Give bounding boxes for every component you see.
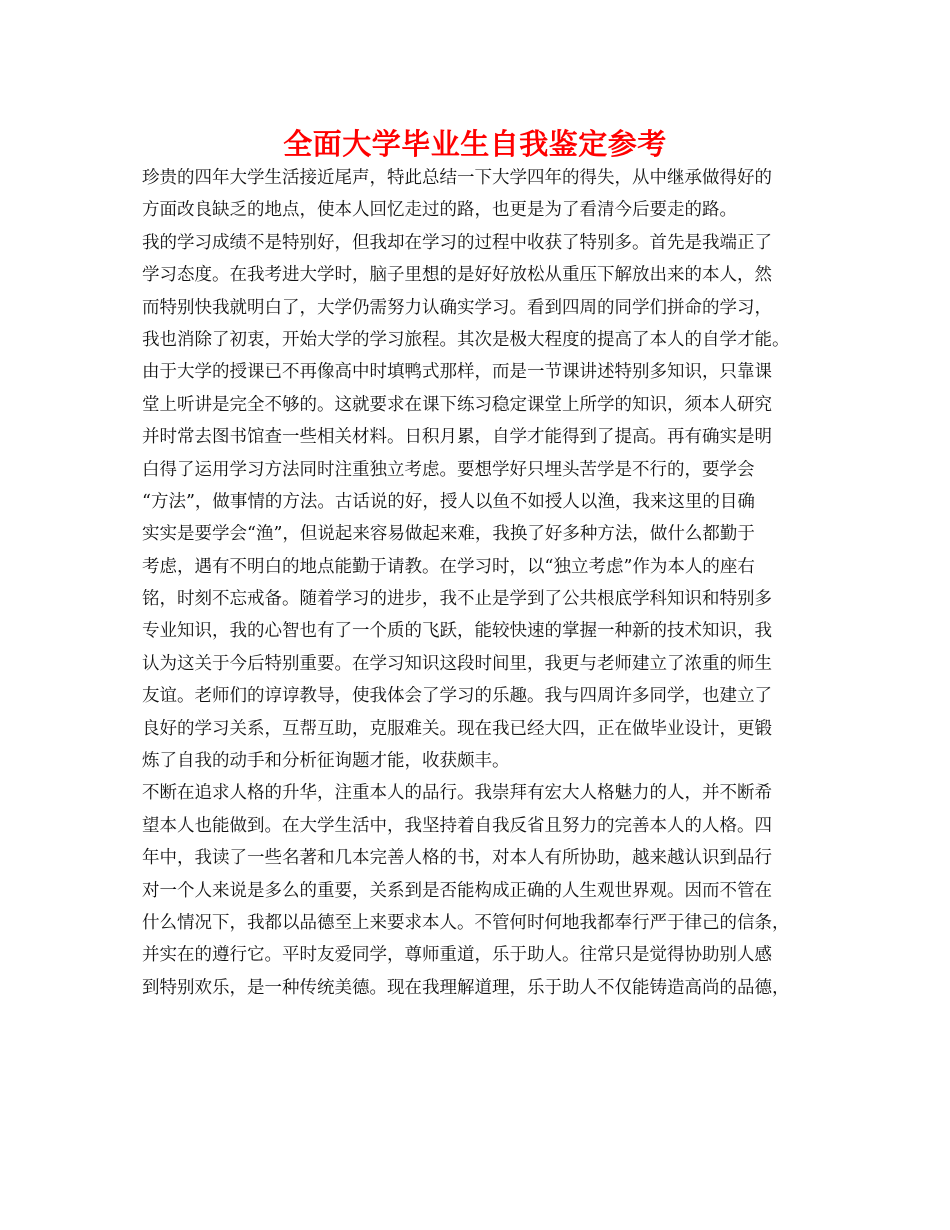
body-line: 堂上听讲是完全不够的。这就要求在课下练习稳定课堂上所学的知识，须本人研究 [142,394,772,415]
body-line: 并实在的遵行它。平时友爱同学，尊师重道，乐于助人。往常只是觉得协助别人感 [142,945,772,966]
body-line: 对一个人来说是多么的重要，关系到是否能构成正确的人生观世界观。因而不管在 [142,880,772,901]
body-line: 望本人也能做到。在大学生活中，我坚持着自我反省且努力的完善本人的人格。四 [142,815,772,836]
body-line: 我也消除了初衷，开始大学的学习旅程。其次是极大程度的提高了本人的自学才能。 [142,329,790,350]
body-line: 白得了运用学习方法同时注重独立考虑。要想学好只埋头苦学是不行的，要学会 [142,459,755,480]
body-line: 炼了自我的动手和分析征询题才能，收获颇丰。 [142,751,510,772]
body-line: 珍贵的四年大学生活接近尾声，特此总结一下大学四年的得失，从中继承做得好的 [142,168,772,188]
body-line: 什么情况下，我都以品德至上来要求本人。不管何时何地我都奉行严于律己的信条， [142,912,790,933]
body-line: 铭，时刻不忘戒备。随着学习的进步，我不止是学到了公共根底学科知识和特别多 [142,589,772,610]
body-line: 我的学习成绩不是特别好，但我却在学习的过程中收获了特别多。首先是我端正了 [142,232,772,253]
body-line: 到特别欢乐，是一种传统美德。现在我理解道理，乐于助人不仅能铸造高尚的品德， [142,977,790,998]
body-line: 学习态度。在我考进大学时，脑子里想的是好好放松从重压下解放出来的本人，然 [142,265,772,286]
body-line: 年中，我读了一些名著和几本完善人格的书，对本人有所协助，越来越认识到品行 [142,848,772,869]
body-line: 并时常去图书馆查一些相关材料。日积月累，自学才能得到了提高。再有确实是明 [142,427,772,448]
body-line: 方面改良缺乏的地点，使本人回忆走过的路，也更是为了看清今后要走的路。 [142,200,737,221]
document-body [142,162,822,1004]
body-line: “方法”，做事情的方法。古话说的好，授人以鱼不如授人以渔，我来这里的目确 [142,491,755,512]
body-line: 专业知识，我的心智也有了一个质的飞跃，能较快速的掌握一种新的技术知识，我 [142,621,772,642]
body-line: 由于大学的授课已不再像高中时填鸭式那样，而是一节课讲述特别多知识，只靠课 [142,362,772,383]
body-line: 实实是要学会“渔”，但说起来容易做起来难，我换了好多种方法，做什么都勤于 [142,524,755,545]
body-line: 良好的学习关系，互帮互助，克服难关。现在我已经大四，正在做毕业设计，更锻 [142,718,772,739]
document-title: 全面大学毕业生自我鉴定参考 [283,127,667,161]
body-line: 而特别快我就明白了，大学仍需努力认确实学习。看到四周的同学们拼命的学习， [142,297,772,318]
body-line: 认为这关于今后特别重要。在学习知识这段时间里，我更与老师建立了浓重的师生 [142,653,772,674]
body-line: 不断在追求人格的升华，注重本人的品行。我崇拜有宏大人格魅力的人，并不断希 [142,783,772,804]
body-line: 友谊。老师们的谆谆教导，使我体会了学习的乐趣。我与四周许多同学，也建立了 [142,686,772,707]
body-line: 考虑，遇有不明白的地点能勤于请教。在学习时，以“独立考虑”作为本人的座右 [142,556,755,577]
